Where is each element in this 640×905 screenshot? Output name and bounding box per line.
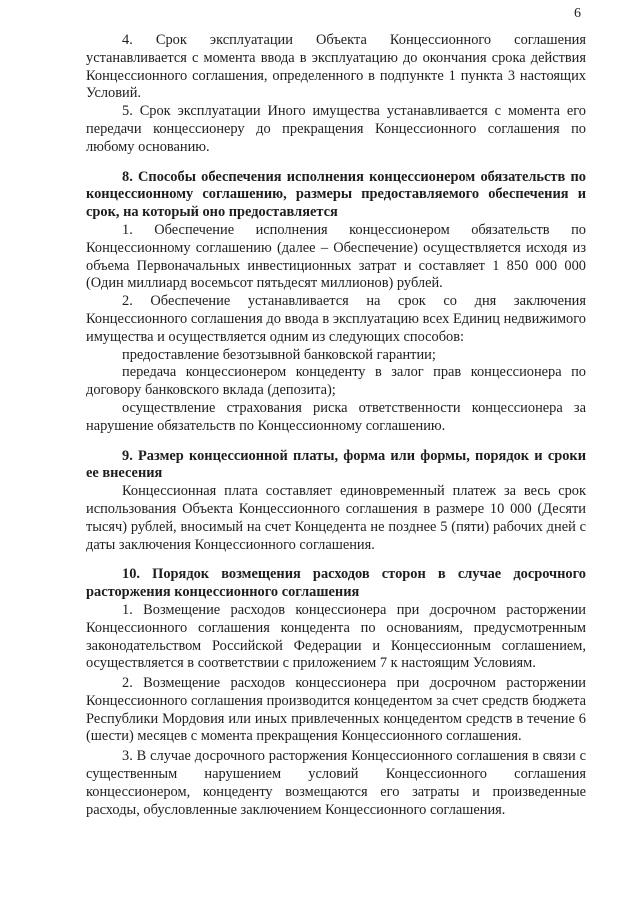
section7-item4: 4. Срок эксплуатации Объекта Концессионного соглашения устанавливается с момента ввода в эксплуатацию до окончания срока действия Концессионного соглашения, определенного в подпункте 1 пункта 3 настоящих Условий. — [86, 32, 586, 102]
section10-item1: 1. Возмещение расходов концессионера при досрочном расторжении Концессионного соглашения концедента по основаниям, предусмотренным законодательством Российской Федерации и Концессионным соглашением, осуществляется в соответствии с приложением 7 к настоящим Условиям. — [86, 601, 586, 672]
section10-item3: 3. В случае досрочного расторжения Концессионного соглашения в связи с существенным нарушением условий Концессионного соглашения концессионером, концеденту возмещаются его затраты и произведенные расходы, обусловленные заключением Концессионного соглашения. — [86, 748, 586, 818]
section8-method-guarantee: предоставление безотзывной банковской гарантии; — [122, 346, 436, 363]
section8-item1: 1. Обеспечение исполнения концессионером обязательств по Концессионному соглашению (далее – Обеспечение) осуществляется исходя из объема Первоначальных инвестиционных затрат и составляет 1 850 000 000 (Один миллиард восемьсот пятьдесят миллионов) рублей. — [86, 221, 586, 292]
section8-item2: 2. Обеспечение устанавливается на срок со дня заключения Концессионного соглашения до ввода в эксплуатацию всех Единиц недвижимого имущества и осуществляется одним из следующих способов: — [86, 293, 586, 345]
page-number: 6 — [574, 6, 581, 21]
section7-item5: 5. Срок эксплуатации Иного имущества устанавливается с момента его передачи концессионеру до прекращения Концессионного соглашения по любому основанию. — [86, 103, 586, 155]
section9-heading: 9. Размер концессионной платы, форма или формы, порядок и сроки ее внесения — [86, 447, 586, 482]
section10-item2: 2. Возмещение расходов концессионера при досрочном расторжении Концессионного соглашения производится концедентом за счет средств бюджета Республики Мордовия или иных привлеченных концедентом средств в течение 6 (шести) месяцев с момента прекращения Концессионного соглашения. — [86, 675, 586, 745]
section8-heading: 8. Способы обеспечения исполнения концессионером обязательств по концессионному соглашению, размеры предоставляемого обеспечения и срок, на который оно предоставляется — [86, 168, 586, 221]
section8-method-pledge: передача концессионером концеденту в залог прав концессионера по договору банковского вклада (депозита); — [86, 364, 586, 399]
document-body — [86, 32, 586, 819]
section10-heading: 10. Порядок возмещения расходов сторон в случае досрочного расторжения концессионного соглашения — [86, 566, 586, 601]
section8-method-insurance: осуществление страхования риска ответственности концессионера за нарушение обязательств по Концессионному соглашению. — [86, 399, 586, 434]
section9-text: Концессионная плата составляет единовременный платеж за весь срок использования Объекта Концессионного соглашения в размере 10 000 (Десяти тысяч) рублей, вносимый на счет Концедента не позднее 5 (пяти) рабочих дней с даты заключения Концессионного соглашения. — [86, 483, 586, 553]
